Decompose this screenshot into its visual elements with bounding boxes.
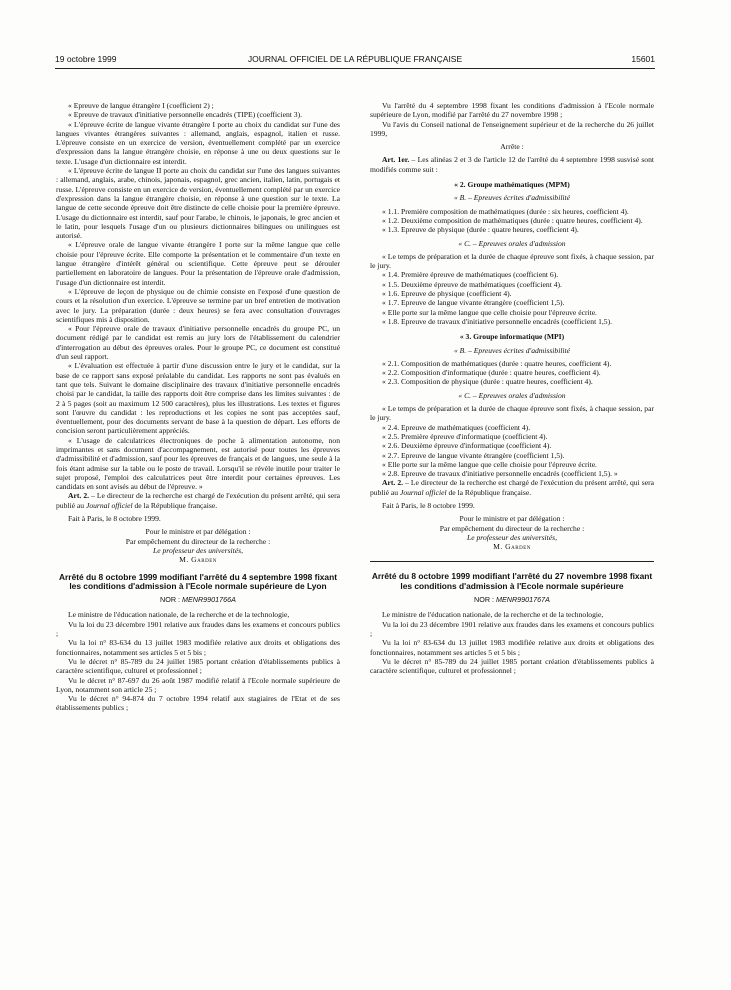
decree-title: Arrêté du 8 octobre 1999 modifiant l'arrêté du 4 septembre 1998 fixant les conditions d'admission à l'Ecole normale supérieure de Lyon (59, 571, 337, 592)
article-2 (56, 491, 340, 510)
arrete-heading: Arrête : (500, 142, 524, 152)
list-item: « Elle porte sur la même langue que celle choisie pour l'épreuve écrite. (382, 307, 597, 317)
journal-title: JOURNAL OFFICIEL DE LA RÉPUBLIQUE FRANÇAISE (247, 54, 463, 64)
article-2 (370, 478, 654, 497)
paragraph: « Pour l'épreuve orale de travaux d'initiative personnelle encadrés du groupe PC, un document rédigé par le candidat est remis au jury lors de l'établissement du calendrier d'interrogation au début des épreuves orales. Pour le groupe PC, ce document est constitué d'un seul rapport. (56, 324, 340, 362)
nor-reference: NOR : MENR9901767A (474, 595, 550, 605)
visa: Vu la loi du 23 décembre 1901 relative aux fraudes dans les examens et concours publics ; (56, 619, 340, 639)
visa: Le ministre de l'éducation nationale, de la recherche et de la technologie, (382, 610, 604, 620)
signature-line: Pour le ministre et par délégation : (459, 514, 565, 524)
page-header (55, 54, 655, 68)
visa: Vu le décret n° 85-789 du 24 juillet 1985 portant création d'établissements publics à caractère scientifique, culturel et professionnel ; (56, 656, 340, 676)
article-text: – Le directeur de la recherche est chargé de l'exécution du présent arrêté, qui sera publié au (56, 491, 340, 510)
list-item: « 1.4. Première épreuve de mathématiques (coefficient 6). (382, 270, 559, 280)
journal-officiel-ref: Journal officiel (399, 487, 447, 497)
article-text-end: de la République française. (132, 500, 218, 510)
list-item: « 1.8. Epreuve de travaux d'initiative personnelle encadrés (coefficient 1,5). (382, 316, 613, 326)
signature-line: Par empêchement du directeur de la recherche : (125, 536, 271, 546)
fait-a-paris: Fait à Paris, le 8 octobre 1999. (382, 500, 475, 510)
signatory-name: M. Garden (493, 542, 531, 552)
visa: Vu le décret n° 85-789 du 24 juillet 1985 portant création d'établissements publics à caractère scientifique, culturel et professionnel ; (370, 656, 654, 676)
article-label: Art. 1er. (382, 155, 410, 165)
visa: Vu l'arrêté du 4 septembre 1998 fixant les conditions d'admission à l'Ecole normale supérieure de Lyon, modifié par l'arrêté du 27 novembre 1998 ; (370, 101, 654, 120)
article-text: – Le directeur de la recherche est chargé de l'exécution du présent arrêté, qui sera publié au (370, 478, 654, 497)
subsection-heading: « B. – Epreuves écrites d'admissibilité (453, 345, 571, 355)
paragraph: « L'évaluation est effectuée à partir d'une discussion entre le jury et le candidat, sur la base de ce rapport sans exposé préalable du candidat. Les rapports ne sont pas évalués en tant que tels. Suivant le domaine disciplinaire des travaux d'initiative personnelle encadrés choisi par le candidat, la taille des rapports doit être comprise dans les limites suivantes : de 2 à 5 pages (soit au maximum 12 500 caractères), plus les illustrations. Les textes et figures sont l'œuvre du candidat : les reproductions et les copies ne sont pas acceptées sauf, éventuellement, pour des documents servant de base à la question de départ. Les efforts de concision seront particulièrement appréciés. (56, 361, 340, 436)
list-item: « 2.3. Composition de physique (durée : quatre heures, coefficient 4). (382, 377, 593, 387)
subsection-heading: « B. – Epreuves écrites d'admissibilité (453, 193, 571, 203)
section-heading: « 2. Groupe mathématiques (MPM) (454, 180, 570, 190)
header-date: 19 octobre 1999 (55, 54, 117, 64)
signature-title: Le professeur des universités, (467, 532, 557, 542)
page-number: 15601 (631, 54, 655, 64)
visa: Vu la loi du 23 décembre 1901 relative aux fraudes dans les examens et concours publics ; (370, 619, 654, 638)
article-label: Art. 2. (68, 491, 90, 501)
journal-officiel-ref: Journal officiel (85, 500, 133, 510)
list-item: « Le temps de préparation et la durée de chaque épreuve sont fixés, à chaque session, par le jury. (370, 251, 654, 271)
list-item: « 1.5. Deuxième épreuve de mathématiques (coefficient 4). (382, 279, 562, 289)
visa: Vu le décret n° 87-697 du 26 août 1987 modifié relatif à l'Ecole normale supérieure de Lyon, notamment son article 25 ; (56, 675, 340, 694)
list-item: « 2.2. Composition d'informatique (durée : quatre heures, coefficient 4). (382, 368, 601, 378)
visa: Vu la loi n° 83-634 du 13 juillet 1983 modifiée relative aux droits et obligations des fonctionnaires, notamment ses articles 5 et 5 bis ; (370, 638, 654, 657)
article-text-end: de la République française. (446, 487, 532, 497)
right-column (370, 101, 654, 675)
paragraph: « L'épreuve orale de langue vivante étrangère I porte sur la même langue que celle choisie pour l'épreuve écrite. Elle comporte la présentation et le commentaire d'un texte en langue étrangère d'intérêt général ou scientifique. Cette épreuve peut se dérouler partiellement en laboratoire de langues. Pour la présentation de l'épreuve orale d'admission, l'usage d'un dictionnaire est interdit. (56, 240, 340, 287)
list-item: « 2.7. Epreuve de langue vivante étrangère (coefficient 1,5). (382, 450, 565, 460)
paragraph: « L'épreuve écrite de langue II porte au choix du candidat sur l'une des langues suivantes : allemand, anglais, arabe, chinois, japonais, espagnol, grec ancien, italien, latin, portugais et russe. L'épreuve consiste en un exercice de version, éventuellement complété par un exercice d'expression dans la langue étrangère choisie, en réponse à une question sur le texte. La langue de cette seconde épreuve doit être distincte de celle choisie pour la première épreuve. L'usage du dictionnaire est interdit, sauf pour l'arabe, le chinois, le japonais, le grec ancien et le latin, pour lesquels l'usage d'un ou plusieurs dictionnaires bilingues ou unilingues est autorisé. (56, 166, 340, 241)
paragraph: « L'usage de calculatrices électroniques de poche à alimentation autonome, non imprimantes et sans document d'accompagnement, est autorisé pour toutes les épreuves d'admissibilité et d'admission, sauf pour les épreuves de français et de langues, une seule à la fois étant admise sur la table ou le poste de travail. Lorsqu'il se révèle inutile pour traiter le sujet proposé, l'emploi des calculatrices peut être interdit pour certaines épreuves. Les candidats en sont avisés au début de l'épreuve. » (56, 435, 340, 492)
article-1 (370, 155, 654, 174)
article-text: – Les alinéas 2 et 3 de l'article 12 de l'arrêté du 4 septembre 1998 susvisé sont modifiés comme suit : (370, 155, 654, 174)
paragraph: « L'épreuve de leçon de physique ou de chimie consiste en l'exposé d'une question de cours et la résolution d'un exercice. L'épreuve se termine par un bref entretien de motivation avec le jury. La préparation (durée : deux heures) se fera avec consultation d'ouvrages scientifiques mis à disposition. (56, 286, 340, 324)
header-rule (55, 68, 655, 69)
section-divider (370, 561, 654, 562)
nor-reference: NOR : MENR9901766A (160, 595, 236, 605)
fait-a-paris: Fait à Paris, le 8 octobre 1999. (68, 514, 161, 524)
list-item: « 1.7. Epreuve de langue vivante étrangère (coefficient 1,5). (382, 298, 565, 308)
list-item: « 1.6. Epreuve de physique (coefficient 4). (382, 289, 512, 299)
paragraph: « Epreuve de travaux d'initiative personnelle encadrés (TIPE) (coefficient 3). (68, 110, 303, 120)
visa: Vu l'avis du Conseil national de l'enseignement supérieur et de la recherche du 26 juillet 1999, (370, 119, 654, 138)
list-item: « 2.5. Première épreuve d'informatique (coefficient 4). (382, 431, 548, 441)
article-label: Art. 2. (382, 478, 404, 488)
visa: Le ministre de l'éducation nationale, de la recherche et de la technologie, (68, 610, 290, 620)
list-item: « Le temps de préparation et la durée de chaque épreuve sont fixés, à chaque session, par le jury. (370, 404, 654, 423)
subsection-heading: « C. – Epreuves orales d'admission (458, 390, 566, 400)
left-column (56, 101, 340, 713)
list-item: « Elle porte sur la même langue que celle choisie pour l'épreuve écrite. (382, 459, 597, 469)
list-item: « 1.3. Epreuve de physique (durée : quatre heures, coefficient 4). (382, 225, 579, 235)
list-item: « 1.2. Deuxième composition de mathématiques (durée : quatre heures, coefficient 4). (382, 215, 643, 225)
signatory-name: M. Garden (179, 555, 217, 565)
paragraph: « Epreuve de langue étrangère I (coefficient 2) ; (68, 101, 214, 110)
signature-title: Le professeur des universités, (153, 545, 243, 555)
list-item: « 2.8. Epreuve de travaux d'initiative personnelle encadrés (coefficient 1,5). » (382, 469, 618, 479)
list-item: « 2.1. Composition de mathématiques (durée : quatre heures, coefficient 4). (382, 358, 612, 368)
list-item: « 2.6. Deuxième épreuve d'informatique (coefficient 4). (382, 441, 552, 451)
section-heading: « 3. Groupe informatique (MPI) (459, 332, 565, 342)
decree-title: Arrêté du 8 octobre 1999 modifiant l'arrêté du 27 novembre 1998 fixant les conditions d'admission à l'Ecole normale supérieure (371, 571, 653, 592)
list-item: « 1.1. Première composition de mathématiques (durée : six heures, coefficient 4). (382, 206, 629, 216)
subsection-heading: « C. – Epreuves orales d'admission (458, 238, 566, 248)
signature-line: Par empêchement du directeur de la recherche : (439, 523, 585, 533)
visa: Vu le décret n° 94-874 du 7 octobre 1994 relatif aux stagiaires de l'Etat et de ses établissements publics ; (56, 694, 340, 713)
signature-line: Pour le ministre et par délégation : (145, 527, 251, 537)
visa: Vu la loi n° 83-634 du 13 juillet 1983 modifiée relative aux droits et obligations des fonctionnaires, notamment ses articles 5 et 5 bis ; (56, 638, 340, 657)
list-item: « 2.4. Epreuve de mathématiques (coefficient 4). (382, 422, 531, 432)
paragraph: « L'épreuve écrite de langue vivante étrangère I porte au choix du candidat sur l'une des langues vivantes étrangères suivantes : allemand, anglais, espagnol, italien et russe. L'épreuve consiste en un exercice de version, éventuellement complété par un exercice d'expression dans la langue étrangère choisie, en réponse à une ou deux questions sur le texte. L'usage d'un dictionnaire est interdit. (56, 119, 340, 166)
